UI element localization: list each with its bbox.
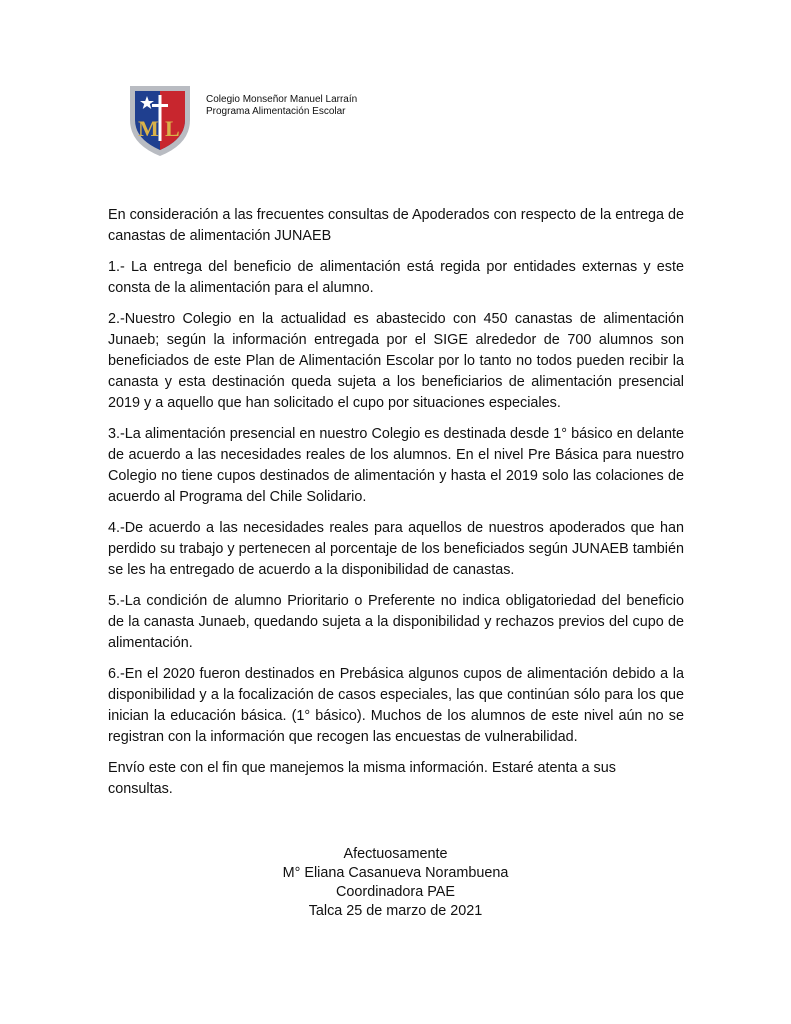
point-1-paragraph: 1.- La entrega del beneficio de alimentación está regida por entidades externas y este consta de la alimentación para el alumno. <box>108 259 684 296</box>
letter-body <box>108 205 684 810</box>
signer-role: Coordinadora PAE <box>336 884 455 900</box>
letterhead <box>206 94 357 118</box>
salutation: Afectuosamente <box>343 846 448 862</box>
point-2-paragraph: 2.-Nuestro Colegio en la actualidad es abastecido con 450 canastas de alimentación Junaeb; según la información entregada por el SIGE alrededor de 700 alumnos son beneficiados de este Plan de Alimentación Escolar por lo tanto no todos pueden recibir la canasta y esta destinación queda sujeta a los beneficiarios de alimentación presencial 2019 y a aquello que han solicitado el cupo por situaciones especiales. <box>108 311 684 411</box>
point-6-paragraph: 6.-En el 2020 fueron destinados en Prebásica algunos cupos de alimentación debido a la disponibilidad y a la focalización de casos especiales, las que continúan sólo para los que inician la educación básica. (1° básico). Muchos de los alumnos de este nivel aún no se registran con la información que recogen las encuestas de vulnerabilidad. <box>108 666 684 745</box>
svg-text:L: L <box>165 116 180 141</box>
signature-block <box>240 845 551 921</box>
point-4-paragraph: 4.-De acuerdo a las necesidades reales para aquellos de nuestros apoderados que han perdido su trabajo y pertenecen al porcentaje de los beneficiados según JUNAEB también se les ha entregado de acuerdo a la disponibilidad de canastas. <box>108 520 684 578</box>
place-date: Talca 25 de marzo de 2021 <box>308 903 483 919</box>
program-name: Programa Alimentación Escolar <box>206 106 346 117</box>
shield-icon <box>128 82 192 158</box>
point-3-paragraph: 3.-La alimentación presencial en nuestro Colegio es destinada desde 1° básico en delante de acuerdo a las necesidades reales de los alumnos. En el nivel Pre Básica para nuestro Colegio no tiene cupos destinados de alimentación y hasta el 2019 solo las colaciones de acuerdo al Programa del Chile Solidario. <box>108 426 684 505</box>
intro-paragraph: En consideración a las frecuentes consultas de Apoderados con respecto de la entrega de canastas de alimentación JUNAEB <box>108 207 685 244</box>
closing-paragraph: Envío este con el fin que manejemos la misma información. Estaré atenta a sus consultas. <box>108 760 616 797</box>
logo-letters: M <box>138 116 159 141</box>
signer-name: M° Eliana Casanueva Norambuena <box>282 865 509 881</box>
school-name: Colegio Monseñor Manuel Larraín <box>206 94 358 105</box>
point-5-paragraph: 5.-La condición de alumno Prioritario o Preferente no indica obligatoriedad del beneficio de la canasta Junaeb, quedando sujeta a la disponibilidad y rechazos previos del cupo de alimentación. <box>108 593 684 651</box>
school-logo <box>128 82 192 158</box>
